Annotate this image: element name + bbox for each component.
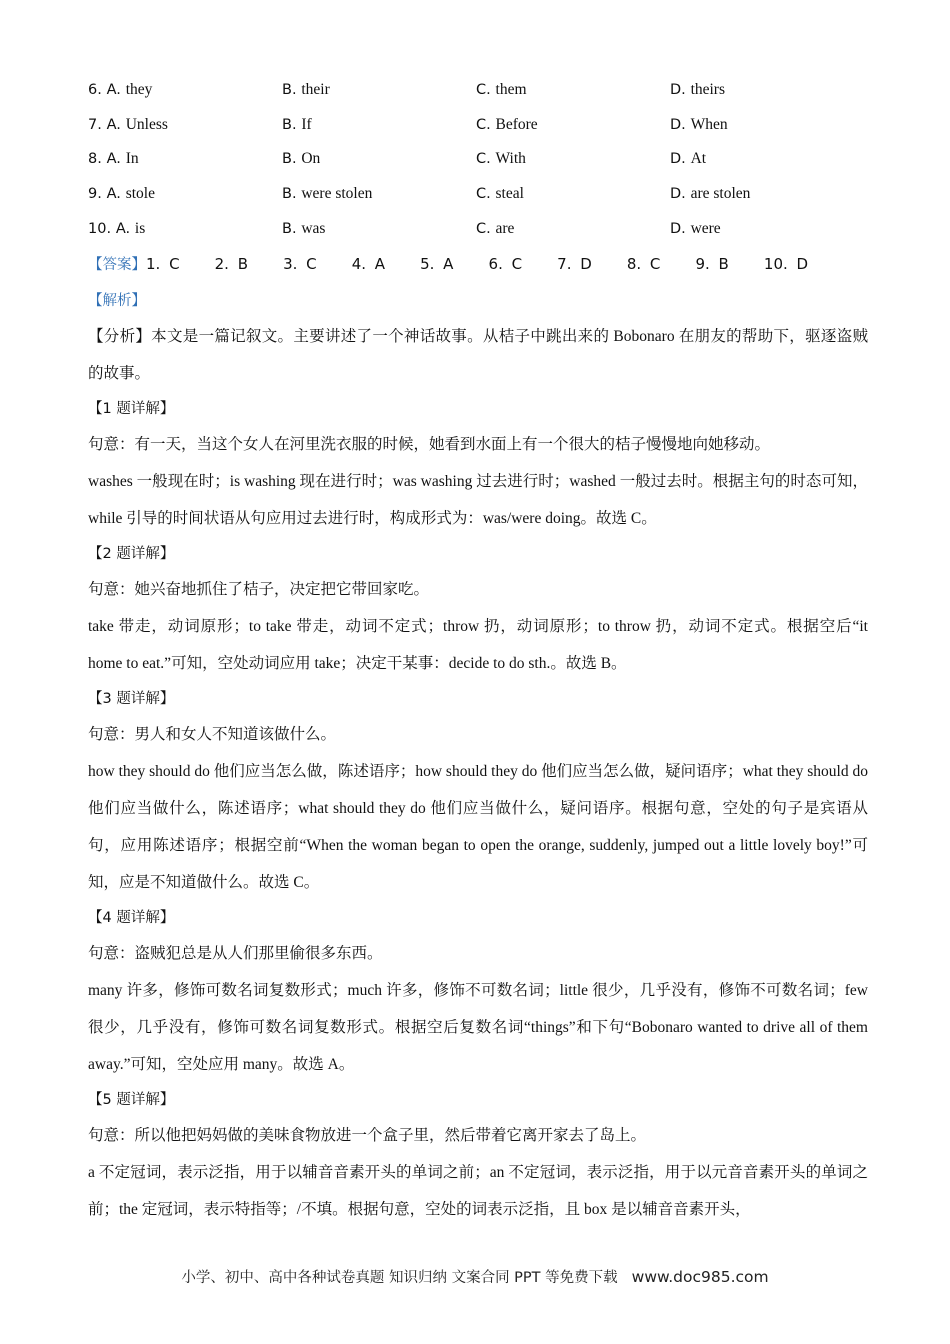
option-value: When (690, 115, 728, 133)
option-key: C. (476, 186, 491, 203)
sentence-meaning: 句意：所以他把妈妈做的美味食物放进一个盒子里，然后带着它离开家去了岛上。 (88, 1126, 647, 1144)
option-d (670, 184, 864, 203)
option-d (670, 149, 864, 168)
option-value: stole (125, 185, 155, 203)
option-b (282, 80, 476, 99)
option-row-7 (88, 107, 868, 142)
option-value: is (134, 220, 146, 238)
option-key: A. (106, 81, 121, 98)
analysis-tag-line (88, 282, 868, 318)
option-key: B. (282, 81, 297, 98)
answer-list: 1. C 2. B 3. C 4. A 5. A 6. C 7. D 8. C 9. B 10. D (146, 254, 809, 273)
explanation: take 带走，动词原形；to take 带走，动词不定式；throw 扔，动词原形；to throw 扔，动词不定式。根据空后“it home to eat.”可知，空处动词应用 take；决定干某事：decide to do sth.。故选 B。 (88, 617, 868, 672)
detail-section-3 (88, 682, 868, 901)
option-value: Before (495, 115, 538, 133)
option-b (282, 115, 476, 134)
option-key: A. (106, 116, 121, 133)
question-number: 7. (88, 116, 102, 133)
document-body (88, 72, 868, 1228)
question-number: 9. (88, 186, 102, 203)
option-key: C. (476, 116, 491, 133)
option-value: If (301, 115, 312, 133)
option-a (88, 184, 282, 203)
footer-site: www.doc985.com (631, 1268, 769, 1286)
option-key: D. (670, 116, 686, 133)
detail-heading: 【5 题详解】 (88, 1091, 175, 1108)
option-key: D. (670, 186, 686, 203)
detail-section-4 (88, 901, 868, 1083)
question-number: 10. (88, 221, 112, 238)
detail-heading: 【3 题详解】 (88, 690, 175, 707)
option-d (670, 219, 864, 238)
option-key: B. (282, 116, 297, 133)
detail-heading: 【2 题详解】 (88, 545, 175, 562)
option-b (282, 149, 476, 168)
option-c (476, 115, 670, 134)
option-a (88, 219, 282, 238)
option-a (88, 80, 282, 99)
detail-heading: 【4 题详解】 (88, 909, 175, 926)
option-d (670, 115, 864, 134)
explanation: a 不定冠词，表示泛指，用于以辅音音素开头的单词之前；an 不定冠词，表示泛指，用于以元音音素开头的单词之前；the 定冠词，表示特指等；/不填。根据句意，空处的词表示泛指，且 box 是以辅音音素开头， (88, 1163, 868, 1218)
option-key: B. (282, 186, 297, 203)
option-key: C. (476, 81, 491, 98)
sentence-meaning: 句意：盗贼犯总是从人们那里偷很多东西。 (88, 944, 383, 962)
option-value: were (690, 220, 721, 238)
options-table (88, 72, 868, 246)
detail-section-2 (88, 537, 868, 682)
sentence-meaning: 句意：有一天，当这个女人在河里洗衣服的时候，她看到水面上有一个很大的桔子慢慢地向她移动。 (88, 435, 771, 453)
option-value: Unless (125, 115, 168, 133)
option-value: are stolen (690, 185, 751, 203)
option-c (476, 80, 670, 99)
explanation: washes 一般现在时；is washing 现在进行时；was washing 过去进行时；washed 一般过去时。根据主句的时态可知，while 引导的时间状语从句应用过去进行时，构成形式为：was/were doing。故选 C。 (88, 472, 868, 527)
option-key: C. (476, 151, 491, 168)
option-value: were stolen (301, 185, 373, 203)
option-row-8 (88, 142, 868, 177)
option-value: On (301, 150, 321, 168)
option-value: At (690, 150, 707, 168)
option-c (476, 219, 670, 238)
option-value: they (125, 80, 153, 98)
option-value: steal (495, 185, 524, 203)
question-number: 6. (88, 81, 102, 98)
option-key: C. (476, 221, 491, 238)
option-c (476, 184, 670, 203)
option-key: A. (106, 151, 121, 168)
option-row-6 (88, 72, 868, 107)
option-key: A. (106, 186, 121, 203)
option-value: them (495, 80, 527, 98)
footer-text: 小学、初中、高中各种试卷真题 知识归纳 文案合同 PPT 等免费下载 (181, 1270, 618, 1286)
option-a (88, 149, 282, 168)
detail-section-5 (88, 1083, 868, 1228)
option-value: their (301, 80, 330, 98)
explanation: how they should do 他们应当怎么做，陈述语序；how should they do 他们应当怎么做，疑问语序；what they should do 他们应当做什么，陈述语序；what should they do 他们应当做什么，疑问语序。根据句意，空处的句子是宾语从句，应用陈述语序；根据空前“When the woman began to open the orange, suddenly, jumped out a little lovely boy!”可知，应是不知道做什么。故选 C。 (88, 762, 868, 891)
answer-tag: 【答案】 (88, 257, 146, 274)
option-a (88, 115, 282, 134)
option-value: In (125, 150, 139, 168)
option-d (670, 80, 864, 99)
option-value: was (301, 220, 326, 238)
option-b (282, 219, 476, 238)
option-key: D. (670, 151, 686, 168)
option-row-9 (88, 176, 868, 211)
option-key: D. (670, 221, 686, 238)
summary-paragraph: 【分析】本文是一篇记叙文。主要讲述了一个神话故事。从桔子中跳出来的 Bobonaro 在朋友的帮助下，驱逐盗贼的故事。 (88, 327, 868, 382)
explanation: many 许多，修饰可数名词复数形式；much 许多，修饰不可数名词；little 很少，几乎没有，修饰不可数名词；few 很少，几乎没有，修饰可数名词复数形式。根据空后复数名词“things”和下句“Bobonaro wanted to drive all of them away.”可知，空处应用 many。故选 A。 (88, 981, 868, 1073)
page-footer (0, 1266, 950, 1287)
option-key: B. (282, 221, 297, 238)
answer-line (88, 246, 868, 282)
analysis-tag: 【解析】 (88, 293, 146, 310)
option-key: D. (670, 81, 686, 98)
option-c (476, 149, 670, 168)
sentence-meaning: 句意：她兴奋地抓住了桔子，决定把它带回家吃。 (88, 580, 430, 598)
option-b (282, 184, 476, 203)
detail-section-1 (88, 392, 868, 537)
option-row-10 (88, 211, 868, 246)
question-number: 8. (88, 151, 102, 168)
option-value: are (495, 220, 515, 238)
option-value: With (495, 150, 526, 168)
sentence-meaning: 句意：男人和女人不知道该做什么。 (88, 725, 337, 743)
option-value: theirs (690, 80, 725, 98)
detail-heading: 【1 题详解】 (88, 400, 175, 417)
option-key: A. (115, 221, 131, 238)
option-key: B. (282, 151, 297, 168)
